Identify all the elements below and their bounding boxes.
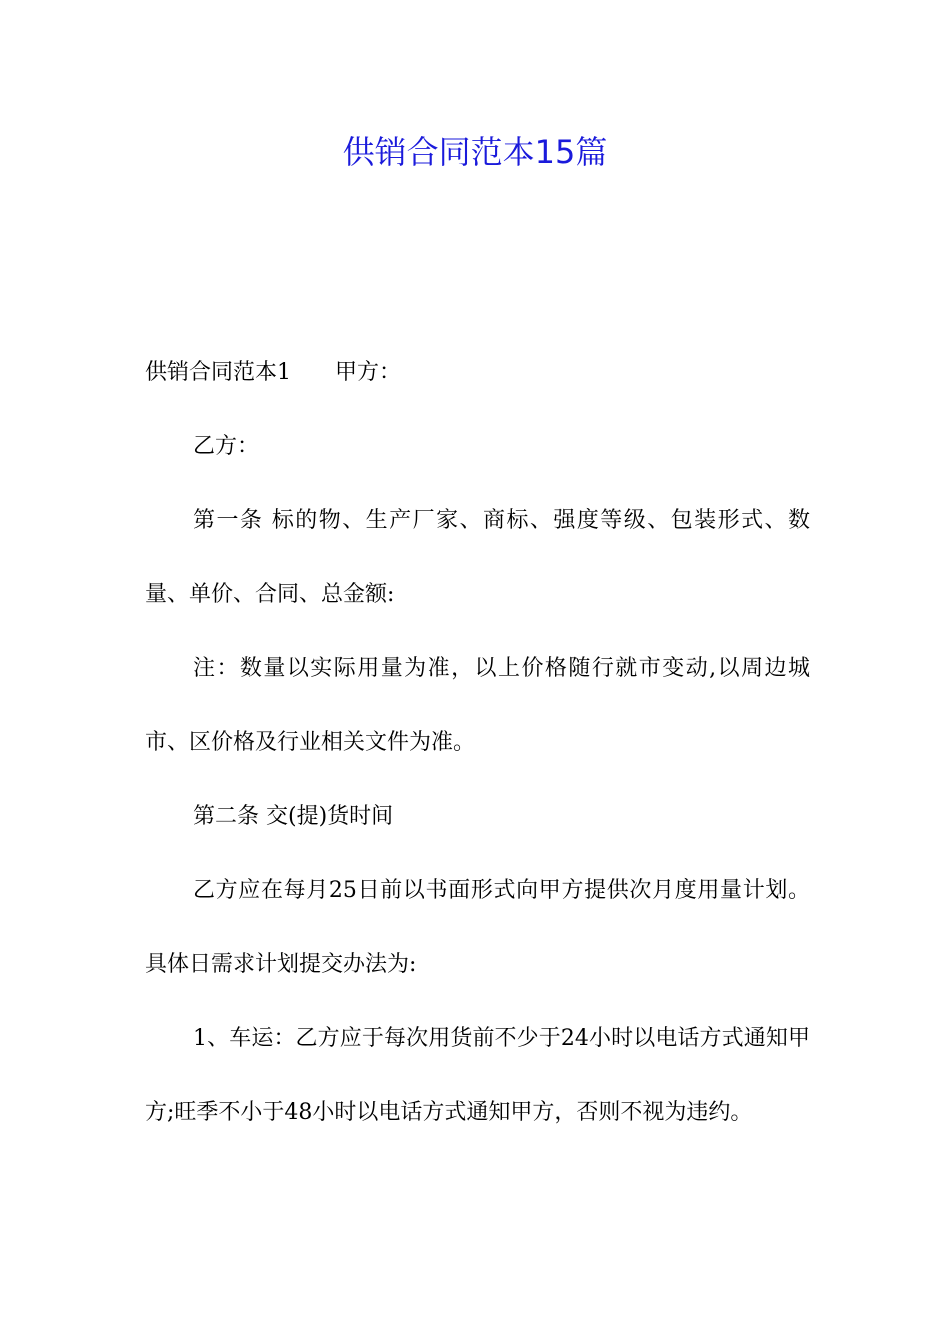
paragraph-vehicle-transport: 1、车运：乙方应于每次用货前不少于24小时以电话方式通知甲方;旺季不小于48小时以电话方式通知甲方，否则不视为违约。 [145, 1026, 810, 1125]
contract-number-label: 供销合同范本1 [145, 360, 291, 385]
paragraph-plan: 乙方应在每月25日前以书面形式向甲方提供次月度用量计划。具体日需求计划提交办法为: [145, 878, 810, 977]
paragraph-article-1: 第一条 标的物、生产厂家、商标、强度等级、包装形式、数量、单价、合同、总金额: [145, 508, 810, 607]
document-title: 供销合同范本15篇 [342, 133, 608, 171]
document-body [145, 336, 810, 1150]
paragraph-party-b: 乙方： [193, 434, 260, 459]
paragraph-article-2: 第二条 交(提)货时间 [193, 804, 394, 829]
paragraph-note: 注：数量以实际用量为准，以上价格随行就市变动,以周边城市、区价格及行业相关文件为准。 [145, 656, 810, 755]
party-a-label: 甲方： [335, 360, 402, 385]
paragraph-header-line [145, 336, 810, 410]
